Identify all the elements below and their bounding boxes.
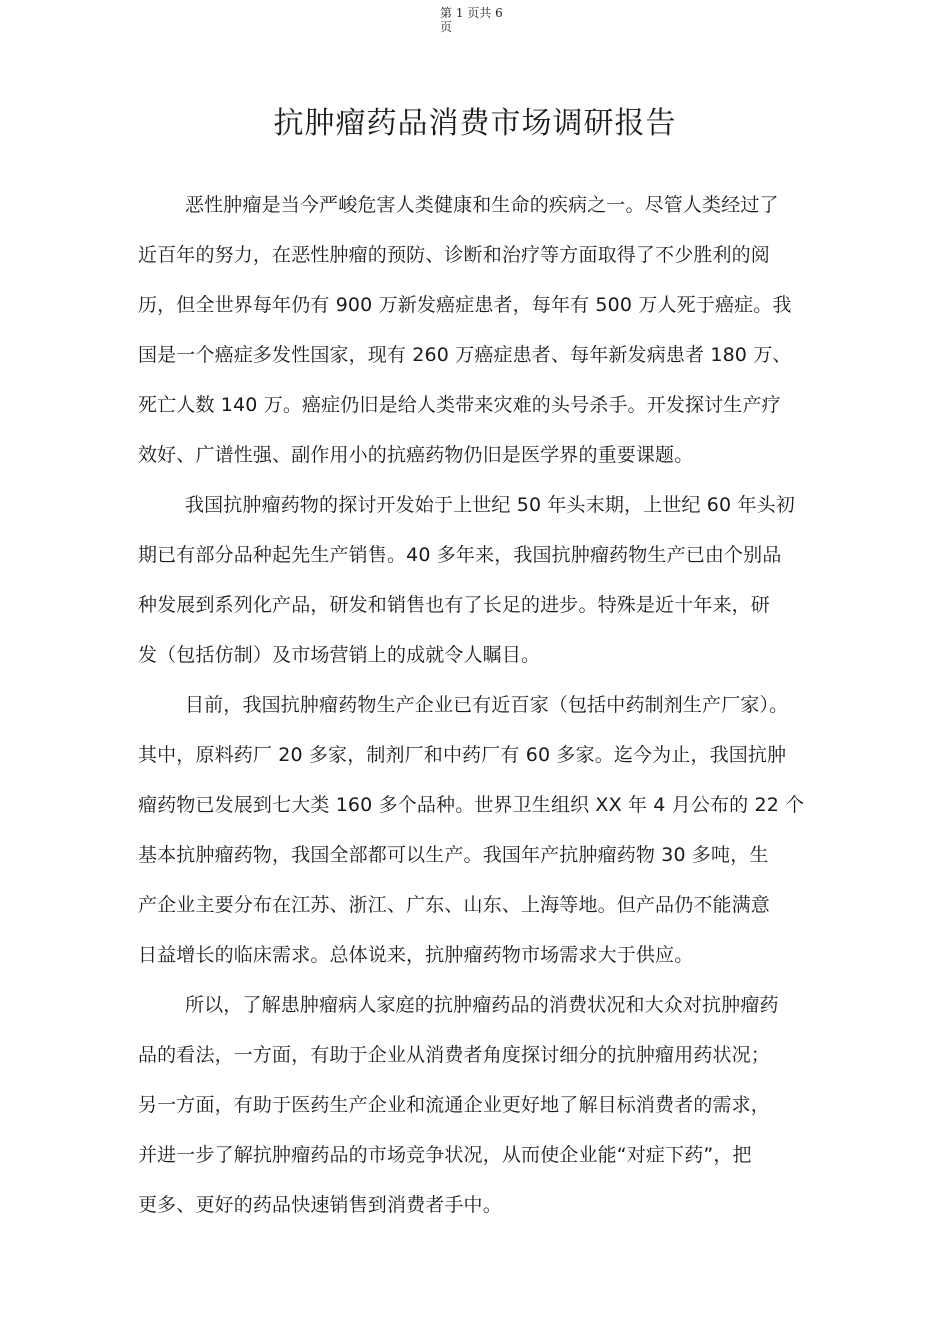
paragraph-line: 日益增长的临床需求。总体说来，抗肿瘤药物市场需求大于供应。	[138, 944, 694, 966]
paragraph-line: 瘤药物已发展到七大类 160 多个品种。世界卫生组织 XX 年 4 月公布的 22 个	[138, 794, 805, 816]
paragraph-line: 国是一个癌症多发性国家，现有 260 万癌症患者、每年新发病患者 180 万、	[138, 344, 792, 366]
paragraph-line: 我国抗肿瘤药物的探讨开发始于上世纪 50 年头末期，上世纪 60 年头初	[185, 494, 795, 516]
paragraph-line: 基本抗肿瘤药物，我国全部都可以生产。我国年产抗肿瘤药物 30 多吨，生	[138, 844, 769, 866]
paragraph-4	[138, 980, 818, 1230]
document-title: 抗肿瘤药品消费市场调研报告	[273, 106, 677, 141]
paragraph-line: 死亡人数 140 万。癌症仍旧是给人类带来灾难的头号杀手。开发探讨生产疗	[138, 394, 781, 416]
paragraph-line: 并进一步了解抗肿瘤药品的市场竞争状况，从而使企业能“对症下药”，把	[138, 1144, 752, 1166]
page-number-line-1: 第 1 页共 6	[440, 6, 503, 20]
page-number	[440, 6, 510, 34]
paragraph-line: 其中，原料药厂 20 多家，制剂厂和中药厂有 60 多家。迄今为止，我国抗肿	[138, 744, 787, 766]
page-number-line-2: 页	[440, 20, 453, 34]
paragraph-line: 恶性肿瘤是当今严峻危害人类健康和生命的疾病之一。尽管人类经过了	[185, 194, 779, 216]
paragraph-line: 种发展到系列化产品，研发和销售也有了长足的进步。特殊是近十年来，研	[138, 594, 770, 616]
paragraph-line: 近百年的努力，在恶性肿瘤的预防、诊断和治疗等方面取得了不少胜利的阅	[138, 244, 770, 266]
paragraph-line: 更多、更好的药品快速销售到消费者手中。	[138, 1194, 502, 1216]
document-body	[138, 180, 818, 1230]
paragraph-line: 品的看法，一方面，有助于企业从消费者角度探讨细分的抗肿瘤用药状况；	[138, 1044, 770, 1066]
paragraph-line: 所以，了解患肿瘤病人家庭的抗肿瘤药品的消费状况和大众对抗肿瘤药	[185, 994, 779, 1016]
paragraph-line: 历，但全世界每年仍有 900 万新发癌症患者，每年有 500 万人死于癌症。我	[138, 294, 792, 316]
paragraph-line: 效好、广谱性强、副作用小的抗癌药物仍旧是医学界的重要课题。	[138, 444, 694, 466]
paragraph-3	[138, 680, 818, 980]
paragraph-2	[138, 480, 818, 680]
paragraph-line: 发（包括仿制）及市场营销上的成就令人瞩目。	[138, 644, 541, 666]
paragraph-line: 产企业主要分布在江苏、浙江、广东、山东、上海等地。但产品仍不能满意	[138, 894, 770, 916]
paragraph-1	[138, 180, 818, 480]
paragraph-line: 期已有部分品种起先生产销售。40 多年来，我国抗肿瘤药物生产已由个别品	[138, 544, 782, 566]
paragraph-line: 目前，我国抗肿瘤药物生产企业已有近百家（包括中药制剂生产厂家）。	[185, 694, 789, 716]
paragraph-line: 另一方面，有助于医药生产企业和流通企业更好地了解目标消费者的需求，	[138, 1094, 770, 1116]
